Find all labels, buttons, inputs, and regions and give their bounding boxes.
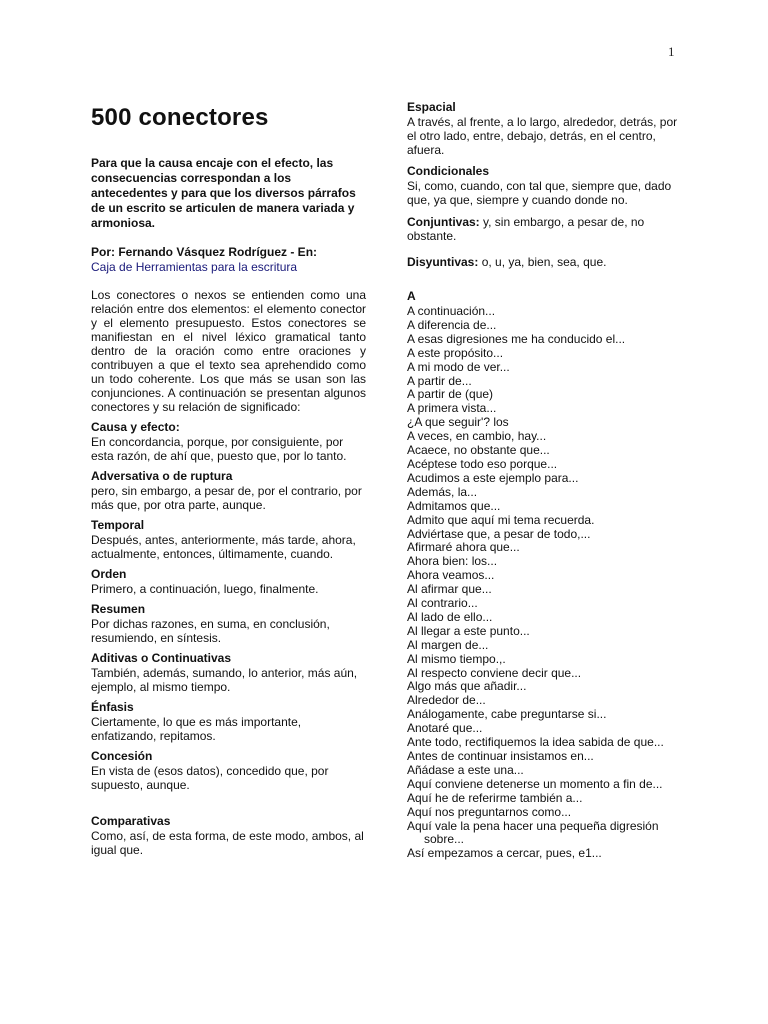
section-causa-efecto bbox=[91, 420, 366, 463]
section-text: Después, antes, anteriormente, más tarde, ahora, actualmente, entonces, últimamente, cuando. bbox=[91, 533, 356, 561]
description-paragraph: Los conectores o nexos se entienden como una relación entre dos elementos: el elemento conector y el elemento presupuesto. Estos conectores se manifiestan en el nivel léxico gramatical tanto dentro de la oración como entre oraciones y contribuyen a que el texto sea aprehendido como un todo coherente. Los que más se usan son las conjunciones. A continuación se presentan algunos conectores y su relación de significado: bbox=[91, 288, 366, 414]
connector-phrase: Al margen de... bbox=[407, 637, 489, 652]
section-heading: Orden bbox=[91, 567, 127, 581]
connector-phrase: Al llegar a este punto... bbox=[407, 623, 530, 638]
connector-phrase: Así empezamos a cercar, pues, e1... bbox=[407, 846, 602, 861]
section-heading: Adversativa o de ruptura bbox=[91, 469, 233, 483]
section-text: Si, como, cuando, con tal que, siempre que, dado que, ya que, siempre y cuando donde no. bbox=[407, 179, 672, 207]
intro-paragraph: Para que la causa encaje con el efecto, las consecuencias correspondan a los antecedentes y para que los diversos párrafos de un escrito se articulen de manera variada y armoniosa. bbox=[91, 156, 356, 230]
section-comparativas bbox=[91, 814, 366, 857]
connector-phrase-list bbox=[407, 305, 679, 861]
connector-phrase: A primera vista... bbox=[407, 401, 497, 416]
section-aditivas bbox=[91, 651, 366, 694]
section-text: En vista de (esos datos), concedido que, por supuesto, aunque. bbox=[91, 764, 329, 792]
section-heading: Disyuntivas: bbox=[407, 255, 479, 269]
section-heading: Causa y efecto: bbox=[91, 420, 180, 434]
letter-heading: A bbox=[407, 289, 416, 303]
connector-phrase: Aquí he de referirme también a... bbox=[407, 790, 583, 805]
section-heading: Comparativas bbox=[91, 814, 171, 828]
connector-phrase: Al lado de ello... bbox=[407, 609, 493, 624]
section-text: En concordancia, porque, por consiguiente, por esta razón, de ahí que, puesto que, por lo tanto. bbox=[91, 435, 347, 463]
connector-phrase: A mi modo de ver... bbox=[407, 359, 510, 374]
section-text: A través, al frente, a lo largo, alrededor, detrás, por el otro lado, entre, debajo, detrás, en el centro, afuera. bbox=[407, 115, 678, 157]
connector-phrase: Antes de continuar insistamos en... bbox=[407, 749, 594, 763]
section-text: pero, sin embargo, a pesar de, por el contrario, por más que, por otra parte, aunque. bbox=[91, 484, 362, 512]
section-text: o, u, ya, bien, sea, que. bbox=[478, 255, 607, 269]
connector-phrase: A esas digresiones me ha conducido el... bbox=[407, 331, 626, 346]
connector-phrase: A partir de... bbox=[407, 373, 472, 388]
section-text: y, sin embargo, a pesar de, no obstante. bbox=[407, 215, 645, 243]
connector-phrase: Admitamos que... bbox=[407, 498, 501, 513]
section-conjuntivas bbox=[407, 215, 679, 243]
section-disyuntivas bbox=[407, 255, 679, 269]
connector-phrase: Al respecto conviene decir que... bbox=[407, 665, 582, 680]
connector-phrase: Alrededor de... bbox=[407, 693, 486, 708]
left-column bbox=[91, 100, 366, 857]
connector-phrase: A veces, en cambio, hay... bbox=[407, 429, 547, 444]
connector-phrase: Anotaré que... bbox=[407, 721, 483, 736]
section-heading: Espacial bbox=[407, 100, 456, 114]
source-link[interactable]: Caja de Herramientas para la escritura bbox=[91, 260, 298, 274]
connector-phrase: ¿A que seguir'? los bbox=[407, 415, 509, 430]
section-heading: Condicionales bbox=[407, 164, 490, 178]
page-number: 1 bbox=[668, 44, 675, 59]
connector-phrase: Además, la... bbox=[407, 484, 478, 499]
section-condicionales bbox=[407, 164, 679, 207]
section-heading: Concesión bbox=[91, 749, 153, 763]
connector-phrase: Al afirmar que... bbox=[407, 582, 492, 597]
connector-phrase: Ahora veamos... bbox=[407, 568, 495, 583]
connector-phrase: Afirmaré ahora que... bbox=[407, 540, 520, 555]
section-text: Primero, a continuación, luego, finalmente. bbox=[91, 582, 319, 596]
connector-phrase: A este propósito... bbox=[407, 345, 504, 360]
connector-phrase: Al mismo tiempo.,. bbox=[407, 651, 506, 666]
section-heading: Resumen bbox=[91, 602, 146, 616]
connector-phrase: A diferencia de... bbox=[407, 317, 497, 332]
connector-phrase: Acudimos a este ejemplo para... bbox=[407, 470, 579, 485]
connector-phrase: Análogamente, cabe preguntarse si... bbox=[407, 707, 607, 722]
section-heading: Aditivas o Continuativas bbox=[91, 651, 232, 665]
section-adversativa bbox=[91, 469, 366, 512]
connector-phrase: Admito que aquí mi tema recuerda. bbox=[407, 512, 595, 527]
connector-phrase: Ahora bien: los... bbox=[407, 554, 498, 569]
connector-phrase: Acéptese todo eso porque... bbox=[407, 456, 558, 471]
section-resumen bbox=[91, 602, 366, 645]
connector-phrase: Añádase a este una... bbox=[407, 762, 524, 777]
connector-phrase: Algo más que añadir... bbox=[407, 679, 527, 694]
connector-phrase: Aquí conviene detenerse un momento a fin de... bbox=[407, 776, 663, 791]
section-heading: Conjuntivas: bbox=[407, 215, 480, 229]
section-orden bbox=[91, 567, 366, 596]
connector-phrase: Ante todo, rectifiquemos la idea sabida de que... bbox=[407, 735, 664, 750]
connector-phrase: A continuación... bbox=[407, 304, 496, 318]
connector-phrase: Acaece, no obstante que... bbox=[407, 443, 550, 458]
connector-phrase: A partir de (que) bbox=[407, 387, 494, 402]
section-heading: Énfasis bbox=[91, 700, 134, 714]
connector-phrase: Aquí nos preguntarnos como... bbox=[407, 804, 572, 819]
right-column bbox=[407, 100, 679, 861]
connector-phrase: Adviértase que, a pesar de todo,... bbox=[407, 526, 591, 541]
section-heading: Temporal bbox=[91, 518, 145, 532]
section-text: Por dichas razones, en suma, en conclusión, resumiendo, en síntesis. bbox=[91, 617, 330, 645]
section-enfasis bbox=[91, 700, 366, 743]
author-line: Por: Fernando Vásquez Rodríguez - En: bbox=[91, 245, 318, 259]
section-text: También, además, sumando, lo anterior, más aún, ejemplo, al mismo tiempo. bbox=[91, 666, 358, 694]
section-temporal bbox=[91, 518, 366, 561]
connector-phrase: Al contrario... bbox=[407, 596, 478, 611]
connector-phrase: Aquí vale la pena hacer una pequeña digresión sobre... bbox=[407, 818, 659, 847]
section-text: Ciertamente, lo que es más importante, enfatizando, repitamos. bbox=[91, 715, 302, 743]
section-text: Como, así, de esta forma, de este modo, ambos, al igual que. bbox=[91, 829, 364, 857]
section-espacial bbox=[407, 100, 679, 157]
document-title: 500 conectores bbox=[91, 104, 269, 131]
section-concesion bbox=[91, 749, 366, 792]
